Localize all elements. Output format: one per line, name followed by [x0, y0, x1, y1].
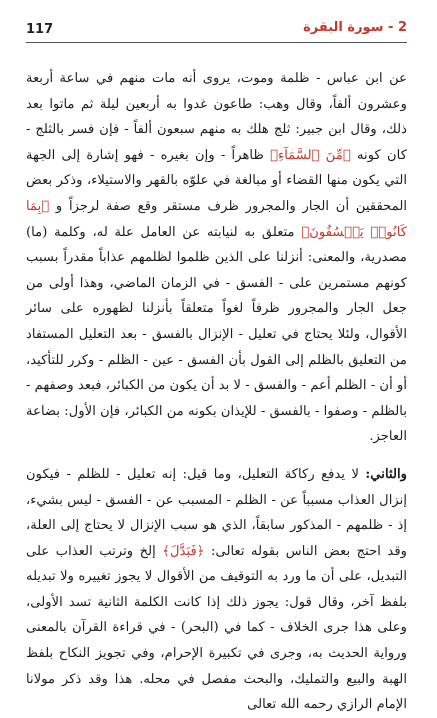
paragraph-2-text-b: إلخ وترتب العذاب على التبديل، على أن ما ورد به التوقيف من الأقوال لا يجوز تغييره ولا تبديله بلفظ آخر، وقال قول: يجوز ذلك إذا كانت الكلمة الثانية تسد الأولى، وعلى هذا جرى الخلاف - كما في (البحر) - في قراءة القرآن بالمعنى ورواية الحديث به، وجرى في تكبيرة الإحرام، وفي تجويز النكاح بلفظ الهبة والبيع والتمليك، والبحث مفصل في محله. هذا وقد ذكر مولانا الإمام الرازي رحمه الله تعالى [26, 543, 407, 713]
commentary-text [26, 66, 407, 718]
surah-title [303, 20, 407, 35]
quran-quote-2: ﴿بِمَا كَانُوا۟ يَفۡسُقُونَ﴾ [26, 198, 407, 240]
quran-quote-1: ﴿مِّنَ ٱلسَّمَآءِ﴾ [270, 147, 351, 163]
paragraph-2-lead: والثاني: [365, 466, 407, 482]
paragraph-2 [26, 462, 407, 718]
surah-name: سورة البقرة [303, 20, 384, 35]
page-header [26, 18, 407, 44]
quran-quote-3: ﴿فَبَدَّلَ﴾ [162, 543, 205, 559]
paragraph-1-text-b: ظاهراً - وإن بغيره - فهو إشارة إلى الجهة التي يكون منها القضاء أو مبالغة في علوّه بالقهر والاستيلاء، وذكر بعض المحققين أن الجار والمجرور ظرف مستقر وقع صفة لرجزاً و [26, 147, 407, 214]
surah-number: 2 - [388, 20, 407, 35]
paragraph-2-text-a: لا يدفع ركاكة التعليل، وما قيل: إنه تعليل - للظلم - فيكون إنزال العذاب مسبباً عن - الظلم - المسبب عن - الفسق - ليس بشيء، إذ - ظلمهم - المذكور سابقاً، الذي هو سبب الإنزال لا يحتاج إلى العلة، وقد احتج بعض الناس بقوله تعالى: [26, 466, 407, 559]
paragraph-1-text-a: عن ابن عباس - ظلمة وموت، يروى أنه مات منهم في ساعة أربعة وعشرون ألفاً، وقال وهب: طاعون غدوا به أربعين ليلة ثم ماتوا بعد ذلك، وقال ابن جبير: ثلج هلك به منهم سبعون ألفاً - فإن فسر بالثلج - كان كونه [26, 71, 407, 163]
paragraph-1 [26, 66, 407, 450]
page-number: 117 [26, 22, 54, 37]
header-divider [26, 42, 407, 43]
paragraph-1-text-c: متعلق به لنيابته عن العامل علة له، وكلمة (ما) مصدرية، والمعنى: أنزلنا على الذين ظلموا لظلمهم عذاباً مقدراً بسبب كونهم مستمرين على - الفسق - في الزمان الماضي، وهذا أولى من جعل الجار والمجرور ظرفاً لغواً متعلقاً بأنزلنا لظهوره على سائر الأقوال، ولئلا يحتاج في تعليل - الإنزال بالفسق - بعد التعليل المستفاد من التعليق بالظلم إلى القول بأن الفسق - عين - الظلم - وكرر للتأكيد، أو أن - الظلم أعم - والفسق - لا بد أن يكون من الكبائر، فبعد وصفهم - بالظلم - وصفوا - بالفسق - للإيذان بكونه من الكبائر، فإن الأول: بضاعة العاجز. [26, 224, 407, 445]
